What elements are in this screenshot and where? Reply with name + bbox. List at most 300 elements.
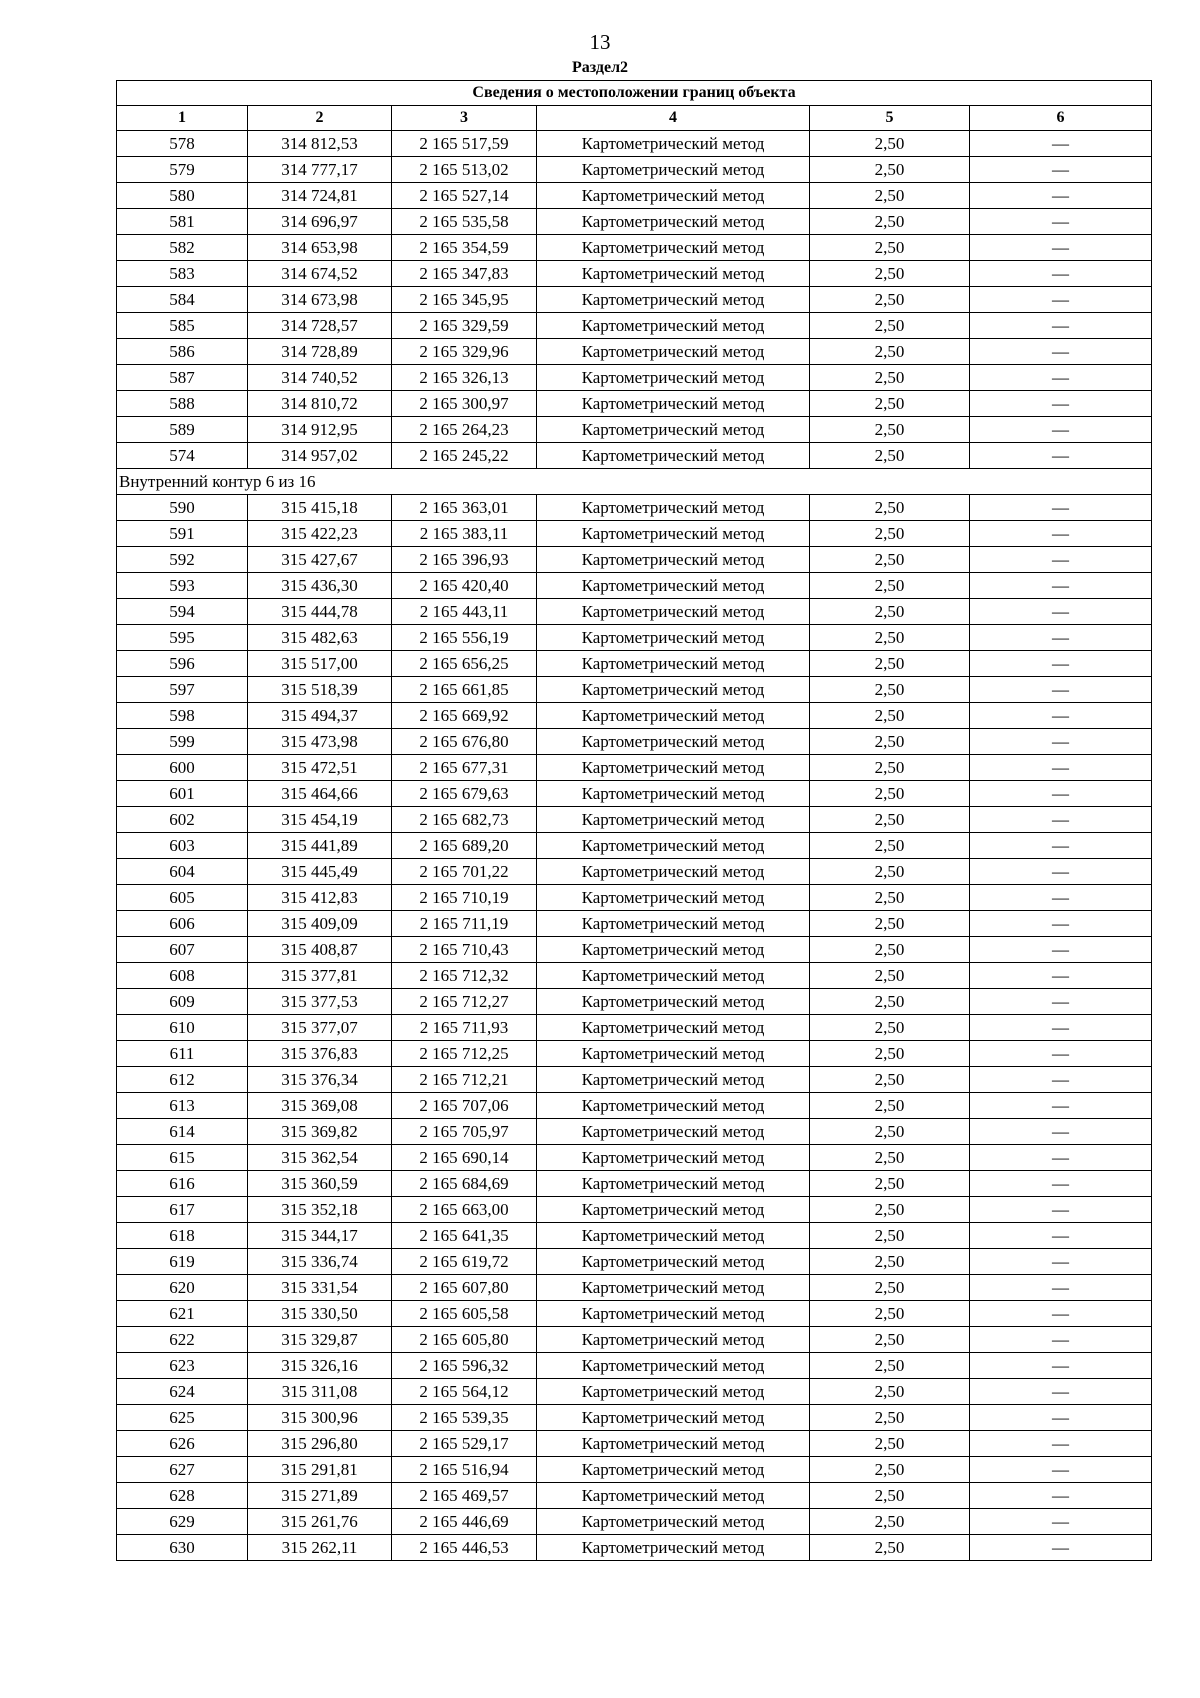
accuracy-cell: 2,50 [810,365,970,391]
y-coordinate-cell: 2 165 329,59 [392,313,537,339]
point-number-cell: 579 [117,157,248,183]
table-row [117,1119,1152,1145]
description-cell: — [970,1145,1152,1171]
method-cell: Картометрический метод [537,729,810,755]
y-coordinate-cell: 2 165 264,23 [392,417,537,443]
point-number-cell: 580 [117,183,248,209]
x-coordinate-cell: 314 728,89 [248,339,392,365]
description-cell: — [970,313,1152,339]
x-coordinate-cell: 315 261,76 [248,1509,392,1535]
accuracy-cell: 2,50 [810,1379,970,1405]
y-coordinate-cell: 2 165 676,80 [392,729,537,755]
accuracy-cell: 2,50 [810,1197,970,1223]
table-row [117,755,1152,781]
accuracy-cell: 2,50 [810,807,970,833]
table-row [117,443,1152,469]
description-cell: — [970,365,1152,391]
description-cell: — [970,625,1152,651]
method-cell: Картометрический метод [537,209,810,235]
point-number-cell: 619 [117,1249,248,1275]
y-coordinate-cell: 2 165 707,06 [392,1093,537,1119]
accuracy-cell: 2,50 [810,391,970,417]
table-row [117,261,1152,287]
description-cell: — [970,521,1152,547]
description-cell: — [970,885,1152,911]
method-cell: Картометрический метод [537,261,810,287]
y-coordinate-cell: 2 165 354,59 [392,235,537,261]
table-row [117,1171,1152,1197]
method-cell: Картометрический метод [537,703,810,729]
point-number-cell: 608 [117,963,248,989]
point-number-cell: 613 [117,1093,248,1119]
description-cell: — [970,1301,1152,1327]
y-coordinate-cell: 2 165 329,96 [392,339,537,365]
y-coordinate-cell: 2 165 383,11 [392,521,537,547]
y-coordinate-cell: 2 165 656,25 [392,651,537,677]
table-row [117,1379,1152,1405]
method-cell: Картометрический метод [537,183,810,209]
table-row [117,1535,1152,1561]
y-coordinate-cell: 2 165 710,19 [392,885,537,911]
point-number-cell: 617 [117,1197,248,1223]
point-number-cell: 591 [117,521,248,547]
description-cell: — [970,1093,1152,1119]
description-cell: — [970,703,1152,729]
table-row [117,1405,1152,1431]
table-row [117,1093,1152,1119]
point-number-cell: 590 [117,495,248,521]
x-coordinate-cell: 315 472,51 [248,755,392,781]
description-cell: — [970,391,1152,417]
method-cell: Картометрический метод [537,1223,810,1249]
table-row [117,157,1152,183]
y-coordinate-cell: 2 165 663,00 [392,1197,537,1223]
accuracy-cell: 2,50 [810,833,970,859]
description-cell: — [970,1379,1152,1405]
x-coordinate-cell: 314 812,53 [248,131,392,157]
method-cell: Картометрический метод [537,235,810,261]
table-row [117,1197,1152,1223]
accuracy-cell: 2,50 [810,677,970,703]
point-number-cell: 598 [117,703,248,729]
method-cell: Картометрический метод [537,625,810,651]
table-row [117,625,1152,651]
page-number: 13 [589,30,611,54]
x-coordinate-cell: 315 352,18 [248,1197,392,1223]
point-number-cell: 594 [117,599,248,625]
table-row [117,1145,1152,1171]
y-coordinate-cell: 2 165 347,83 [392,261,537,287]
description-cell: — [970,1431,1152,1457]
accuracy-cell: 2,50 [810,443,970,469]
table-row [117,677,1152,703]
y-coordinate-cell: 2 165 556,19 [392,625,537,651]
x-coordinate-cell: 315 329,87 [248,1327,392,1353]
point-number-cell: 600 [117,755,248,781]
accuracy-cell: 2,50 [810,1249,970,1275]
description-cell: — [970,443,1152,469]
method-cell: Картометрический метод [537,1093,810,1119]
description-cell: — [970,209,1152,235]
table-row [117,807,1152,833]
description-cell: — [970,157,1152,183]
accuracy-cell: 2,50 [810,235,970,261]
method-cell: Картометрический метод [537,963,810,989]
description-cell: — [970,547,1152,573]
method-cell: Картометрический метод [537,1431,810,1457]
point-number-cell: 581 [117,209,248,235]
point-number-cell: 585 [117,313,248,339]
y-coordinate-cell: 2 165 682,73 [392,807,537,833]
point-number-cell: 607 [117,937,248,963]
point-number-cell: 629 [117,1509,248,1535]
y-coordinate-cell: 2 165 677,31 [392,755,537,781]
table-row [117,1457,1152,1483]
point-number-cell: 578 [117,131,248,157]
table-row [117,1353,1152,1379]
description-cell: — [970,937,1152,963]
description-cell: — [970,1509,1152,1535]
y-coordinate-cell: 2 165 705,97 [392,1119,537,1145]
description-cell: — [970,1483,1152,1509]
description-cell: — [970,1457,1152,1483]
y-coordinate-cell: 2 165 641,35 [392,1223,537,1249]
description-cell: — [970,1041,1152,1067]
accuracy-cell: 2,50 [810,1535,970,1561]
point-number-cell: 601 [117,781,248,807]
method-cell: Картометрический метод [537,1119,810,1145]
point-number-cell: 615 [117,1145,248,1171]
description-cell: — [970,1275,1152,1301]
y-coordinate-cell: 2 165 326,13 [392,365,537,391]
point-number-cell: 621 [117,1301,248,1327]
point-number-cell: 589 [117,417,248,443]
description-cell: — [970,781,1152,807]
x-coordinate-cell: 315 369,82 [248,1119,392,1145]
accuracy-cell: 2,50 [810,651,970,677]
description-cell: — [970,1353,1152,1379]
y-coordinate-cell: 2 165 712,25 [392,1041,537,1067]
table-row [117,729,1152,755]
method-cell: Картометрический метод [537,1327,810,1353]
y-coordinate-cell: 2 165 712,32 [392,963,537,989]
method-cell: Картометрический метод [537,989,810,1015]
method-cell: Картометрический метод [537,1379,810,1405]
x-coordinate-cell: 315 271,89 [248,1483,392,1509]
table-row [117,599,1152,625]
column-number: 6 [970,106,1152,131]
x-coordinate-cell: 315 441,89 [248,833,392,859]
x-coordinate-cell: 315 369,08 [248,1093,392,1119]
accuracy-cell: 2,50 [810,1171,970,1197]
point-number-cell: 602 [117,807,248,833]
method-cell: Картометрический метод [537,859,810,885]
accuracy-cell: 2,50 [810,859,970,885]
table-row [117,885,1152,911]
x-coordinate-cell: 314 673,98 [248,287,392,313]
x-coordinate-cell: 315 427,67 [248,547,392,573]
point-number-cell: 622 [117,1327,248,1353]
y-coordinate-cell: 2 165 669,92 [392,703,537,729]
accuracy-cell: 2,50 [810,157,970,183]
description-cell: — [970,989,1152,1015]
accuracy-cell: 2,50 [810,1457,970,1483]
table-row [117,209,1152,235]
y-coordinate-cell: 2 165 661,85 [392,677,537,703]
y-coordinate-cell: 2 165 619,72 [392,1249,537,1275]
accuracy-cell: 2,50 [810,1093,970,1119]
accuracy-cell: 2,50 [810,287,970,313]
method-cell: Картометрический метод [537,157,810,183]
boundary-coordinates-table [116,80,1152,1561]
x-coordinate-cell: 315 377,07 [248,1015,392,1041]
point-number-cell: 627 [117,1457,248,1483]
table-title: Сведения о местоположении границ объекта [117,81,1152,106]
accuracy-cell: 2,50 [810,1119,970,1145]
method-cell: Картометрический метод [537,521,810,547]
method-cell: Картометрический метод [537,1171,810,1197]
x-coordinate-cell: 315 517,00 [248,651,392,677]
y-coordinate-cell: 2 165 711,19 [392,911,537,937]
y-coordinate-cell: 2 165 710,43 [392,937,537,963]
accuracy-cell: 2,50 [810,521,970,547]
x-coordinate-cell: 315 330,50 [248,1301,392,1327]
y-coordinate-cell: 2 165 605,80 [392,1327,537,1353]
point-number-cell: 623 [117,1353,248,1379]
method-cell: Картометрический метод [537,1275,810,1301]
point-number-cell: 611 [117,1041,248,1067]
table-row [117,911,1152,937]
accuracy-cell: 2,50 [810,547,970,573]
description-cell: — [970,1249,1152,1275]
column-number: 4 [537,106,810,131]
table-row [117,365,1152,391]
accuracy-cell: 2,50 [810,963,970,989]
accuracy-cell: 2,50 [810,1353,970,1379]
x-coordinate-cell: 315 415,18 [248,495,392,521]
y-coordinate-cell: 2 165 420,40 [392,573,537,599]
section-title: Раздел2 [571,59,629,76]
accuracy-cell: 2,50 [810,1483,970,1509]
table-row [117,703,1152,729]
column-number: 3 [392,106,537,131]
method-cell: Картометрический метод [537,547,810,573]
table-row [117,1275,1152,1301]
x-coordinate-cell: 315 444,78 [248,599,392,625]
table-row [117,1015,1152,1041]
method-cell: Картометрический метод [537,365,810,391]
point-number-cell: 605 [117,885,248,911]
accuracy-cell: 2,50 [810,1223,970,1249]
contour-label-row [117,469,1152,495]
table-row [117,1327,1152,1353]
point-number-cell: 574 [117,443,248,469]
table-row [117,937,1152,963]
x-coordinate-cell: 315 422,23 [248,521,392,547]
accuracy-cell: 2,50 [810,1041,970,1067]
table-row [117,989,1152,1015]
point-number-cell: 606 [117,911,248,937]
y-coordinate-cell: 2 165 712,27 [392,989,537,1015]
y-coordinate-cell: 2 165 527,14 [392,183,537,209]
table-row [117,183,1152,209]
table-row [117,1301,1152,1327]
description-cell: — [970,339,1152,365]
x-coordinate-cell: 314 957,02 [248,443,392,469]
y-coordinate-cell: 2 165 711,93 [392,1015,537,1041]
accuracy-cell: 2,50 [810,209,970,235]
point-number-cell: 624 [117,1379,248,1405]
outer-contour-rows [117,131,1152,469]
point-number-cell: 597 [117,677,248,703]
y-coordinate-cell: 2 165 535,58 [392,209,537,235]
accuracy-cell: 2,50 [810,183,970,209]
x-coordinate-cell: 315 445,49 [248,859,392,885]
description-cell: — [970,1405,1152,1431]
y-coordinate-cell: 2 165 300,97 [392,391,537,417]
y-coordinate-cell: 2 165 513,02 [392,157,537,183]
table-title-row [117,81,1152,106]
accuracy-cell: 2,50 [810,729,970,755]
column-number: 1 [117,106,248,131]
description-cell: — [970,677,1152,703]
accuracy-cell: 2,50 [810,495,970,521]
x-coordinate-cell: 314 810,72 [248,391,392,417]
description-cell: — [970,729,1152,755]
point-number-cell: 596 [117,651,248,677]
x-coordinate-cell: 315 362,54 [248,1145,392,1171]
accuracy-cell: 2,50 [810,625,970,651]
inner-contour-rows [117,495,1152,1561]
x-coordinate-cell: 315 326,16 [248,1353,392,1379]
accuracy-cell: 2,50 [810,599,970,625]
description-cell: — [970,1223,1152,1249]
x-coordinate-cell: 315 296,80 [248,1431,392,1457]
method-cell: Картометрический метод [537,417,810,443]
y-coordinate-cell: 2 165 516,94 [392,1457,537,1483]
x-coordinate-cell: 314 740,52 [248,365,392,391]
table-row [117,859,1152,885]
y-coordinate-cell: 2 165 684,69 [392,1171,537,1197]
x-coordinate-cell: 315 291,81 [248,1457,392,1483]
method-cell: Картометрический метод [537,1197,810,1223]
x-coordinate-cell: 315 360,59 [248,1171,392,1197]
table-row [117,833,1152,859]
table-row [117,1249,1152,1275]
method-cell: Картометрический метод [537,781,810,807]
x-coordinate-cell: 315 473,98 [248,729,392,755]
table-row [117,781,1152,807]
point-number-cell: 584 [117,287,248,313]
y-coordinate-cell: 2 165 679,63 [392,781,537,807]
point-number-cell: 630 [117,1535,248,1561]
method-cell: Картометрический метод [537,339,810,365]
y-coordinate-cell: 2 165 712,21 [392,1067,537,1093]
column-number: 2 [248,106,392,131]
y-coordinate-cell: 2 165 529,17 [392,1431,537,1457]
description-cell: — [970,1327,1152,1353]
table-row [117,963,1152,989]
accuracy-cell: 2,50 [810,911,970,937]
table-row [117,313,1152,339]
method-cell: Картометрический метод [537,391,810,417]
point-number-cell: 603 [117,833,248,859]
description-cell: — [970,131,1152,157]
accuracy-cell: 2,50 [810,1275,970,1301]
accuracy-cell: 2,50 [810,781,970,807]
description-cell: — [970,287,1152,313]
accuracy-cell: 2,50 [810,1015,970,1041]
method-cell: Картометрический метод [537,1301,810,1327]
point-number-cell: 618 [117,1223,248,1249]
x-coordinate-cell: 314 912,95 [248,417,392,443]
y-coordinate-cell: 2 165 689,20 [392,833,537,859]
description-cell: — [970,651,1152,677]
accuracy-cell: 2,50 [810,1145,970,1171]
point-number-cell: 626 [117,1431,248,1457]
accuracy-cell: 2,50 [810,417,970,443]
table-row [117,131,1152,157]
x-coordinate-cell: 315 311,08 [248,1379,392,1405]
method-cell: Картометрический метод [537,833,810,859]
method-cell: Картометрический метод [537,937,810,963]
accuracy-cell: 2,50 [810,1405,970,1431]
point-number-cell: 592 [117,547,248,573]
table-row [117,339,1152,365]
y-coordinate-cell: 2 165 345,95 [392,287,537,313]
accuracy-cell: 2,50 [810,573,970,599]
table-row [117,1041,1152,1067]
table-row [117,1483,1152,1509]
column-number: 5 [810,106,970,131]
point-number-cell: 588 [117,391,248,417]
point-number-cell: 583 [117,261,248,287]
description-cell: — [970,1171,1152,1197]
method-cell: Картометрический метод [537,807,810,833]
method-cell: Картометрический метод [537,1457,810,1483]
accuracy-cell: 2,50 [810,755,970,781]
accuracy-cell: 2,50 [810,1067,970,1093]
x-coordinate-cell: 315 377,53 [248,989,392,1015]
x-coordinate-cell: 315 412,83 [248,885,392,911]
y-coordinate-cell: 2 165 564,12 [392,1379,537,1405]
accuracy-cell: 2,50 [810,1431,970,1457]
x-coordinate-cell: 315 262,11 [248,1535,392,1561]
x-coordinate-cell: 315 300,96 [248,1405,392,1431]
table-row [117,391,1152,417]
y-coordinate-cell: 2 165 690,14 [392,1145,537,1171]
description-cell: — [970,1535,1152,1561]
accuracy-cell: 2,50 [810,1327,970,1353]
point-number-cell: 582 [117,235,248,261]
point-number-cell: 604 [117,859,248,885]
point-number-cell: 587 [117,365,248,391]
x-coordinate-cell: 315 376,34 [248,1067,392,1093]
description-cell: — [970,1015,1152,1041]
x-coordinate-cell: 315 409,09 [248,911,392,937]
x-coordinate-cell: 315 336,74 [248,1249,392,1275]
y-coordinate-cell: 2 165 396,93 [392,547,537,573]
x-coordinate-cell: 315 482,63 [248,625,392,651]
method-cell: Картометрический метод [537,313,810,339]
y-coordinate-cell: 2 165 469,57 [392,1483,537,1509]
y-coordinate-cell: 2 165 539,35 [392,1405,537,1431]
table-row [117,1223,1152,1249]
point-number-cell: 586 [117,339,248,365]
point-number-cell: 625 [117,1405,248,1431]
description-cell: — [970,963,1152,989]
method-cell: Картометрический метод [537,1145,810,1171]
